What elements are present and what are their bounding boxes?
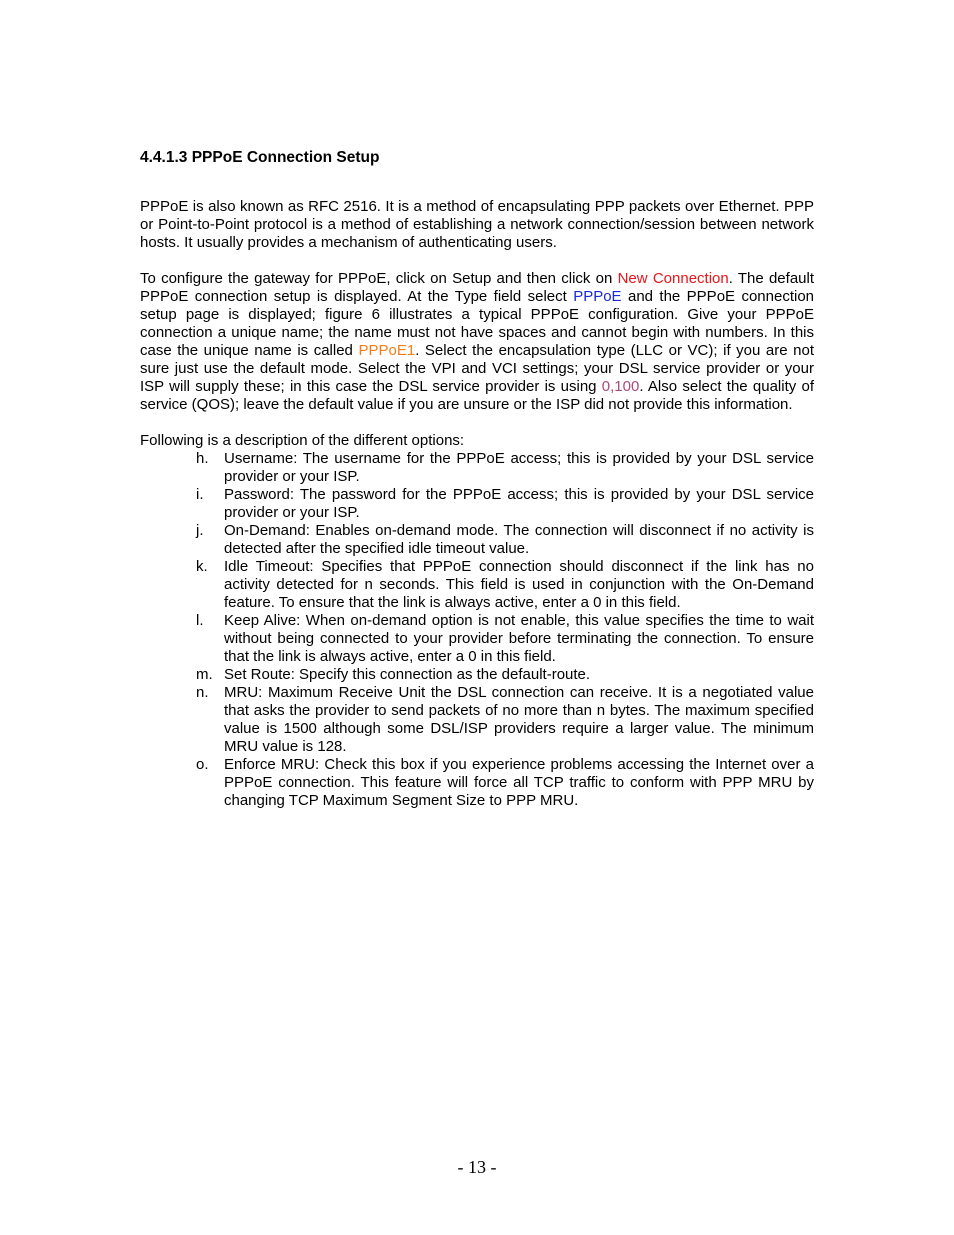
- config-text-2: . The default PPPoE connection setup is displayed. At the Type field select: [140, 270, 814, 305]
- list-item-text: On-Demand: Enables on-demand mode. The connection will disconnect if no activity is detected after the specified idle timeout value.: [224, 522, 814, 557]
- document-page: [140, 148, 814, 810]
- list-item-text: Enforce MRU: Check this box if you experience problems accessing the Internet over a PPPoE connection. This feature will force all TCP traffic to conform with PPP MRU by changing TCP Maximum Segment Size to PPP MRU.: [224, 756, 814, 809]
- config-paragraph: [140, 270, 814, 414]
- list-item-text: Keep Alive: When on-demand option is not enable, this value specifies the time to wait without being connected to your provider before terminating the connection. To ensure that the link is always active, enter a 0 in this field.: [224, 612, 814, 665]
- vpi-vci-value: 0,100: [601, 378, 640, 395]
- intro-paragraph: PPPoE is also known as RFC 2516. It is a method of encapsulating PPP packets over Ethernet. PPP or Point-to-Point protocol is a method of establishing a network connection/session between network hosts. It usually provides a mechanism of authenticating users.: [140, 198, 814, 251]
- list-item-text: Set Route: Specify this connection as the default-route.: [224, 666, 591, 683]
- list-item-letter: o.: [196, 756, 209, 773]
- list-item: [140, 612, 814, 666]
- section-heading: 4.4.1.3 PPPoE Connection Setup: [140, 149, 380, 166]
- list-item-letter: k.: [196, 558, 208, 575]
- config-text-5: . Also select the quality of service (QOS); leave the default value if you are unsure or the ISP did not provide this information.: [140, 378, 814, 413]
- list-item-text: Username: The username for the PPPoE access; this is provided by your DSL service provider or your ISP.: [224, 450, 814, 485]
- list-item: [140, 450, 814, 486]
- config-text-1: To configure the gateway for PPPoE, click on Setup and then click on: [140, 270, 618, 287]
- list-item: [140, 486, 814, 522]
- list-item: [140, 756, 814, 810]
- list-item-letter: m.: [196, 666, 213, 683]
- config-text-3: and the PPPoE connection setup page is displayed; figure 6 illustrates a typical PPPoE configuration. Give your PPPoE connection a unique name; the name must not have spaces and cannot begin with numbers. In this case the unique name is called: [140, 288, 814, 359]
- list-item: [140, 684, 814, 756]
- page-number: - 13 -: [457, 1157, 497, 1177]
- list-item: [140, 558, 814, 612]
- list-item-text: Password: The password for the PPPoE access; this is provided by your DSL service provider or your ISP.: [224, 486, 814, 521]
- list-item: [140, 522, 814, 558]
- list-item-letter: n.: [196, 684, 209, 701]
- new-connection-term: New Connection: [617, 270, 729, 287]
- list-item-letter: j.: [196, 522, 204, 539]
- options-list: [140, 450, 814, 810]
- pppoe1-name-term: PPPoE1: [358, 342, 416, 359]
- list-item-text: MRU: Maximum Receive Unit the DSL connection can receive. It is a negotiated value that asks the provider to send packets of no more than n bytes. The maximum specified value is 1500 although some DSL/ISP providers require a larger value. The minimum MRU value is 128.: [224, 684, 814, 755]
- list-item-text: Idle Timeout: Specifies that PPPoE connection should disconnect if the link has no activity detected for n seconds. This field is used in conjunction with the On-Demand feature. To ensure that the link is always active, enter a 0 in this field.: [224, 558, 814, 611]
- config-text-4: . Select the encapsulation type (LLC or VC); if you are not sure just use the default mode. Select the VPI and VCI settings; your DSL service provider or your ISP will supply these; in this case the DSL service provider is using: [140, 342, 814, 395]
- options-intro: Following is a description of the different options:: [140, 432, 465, 449]
- pppoe-type-term: PPPoE: [573, 288, 622, 305]
- list-item: [140, 666, 814, 684]
- list-item-letter: i.: [196, 486, 204, 503]
- list-item-letter: h.: [196, 450, 209, 467]
- list-item-letter: l.: [196, 612, 204, 629]
